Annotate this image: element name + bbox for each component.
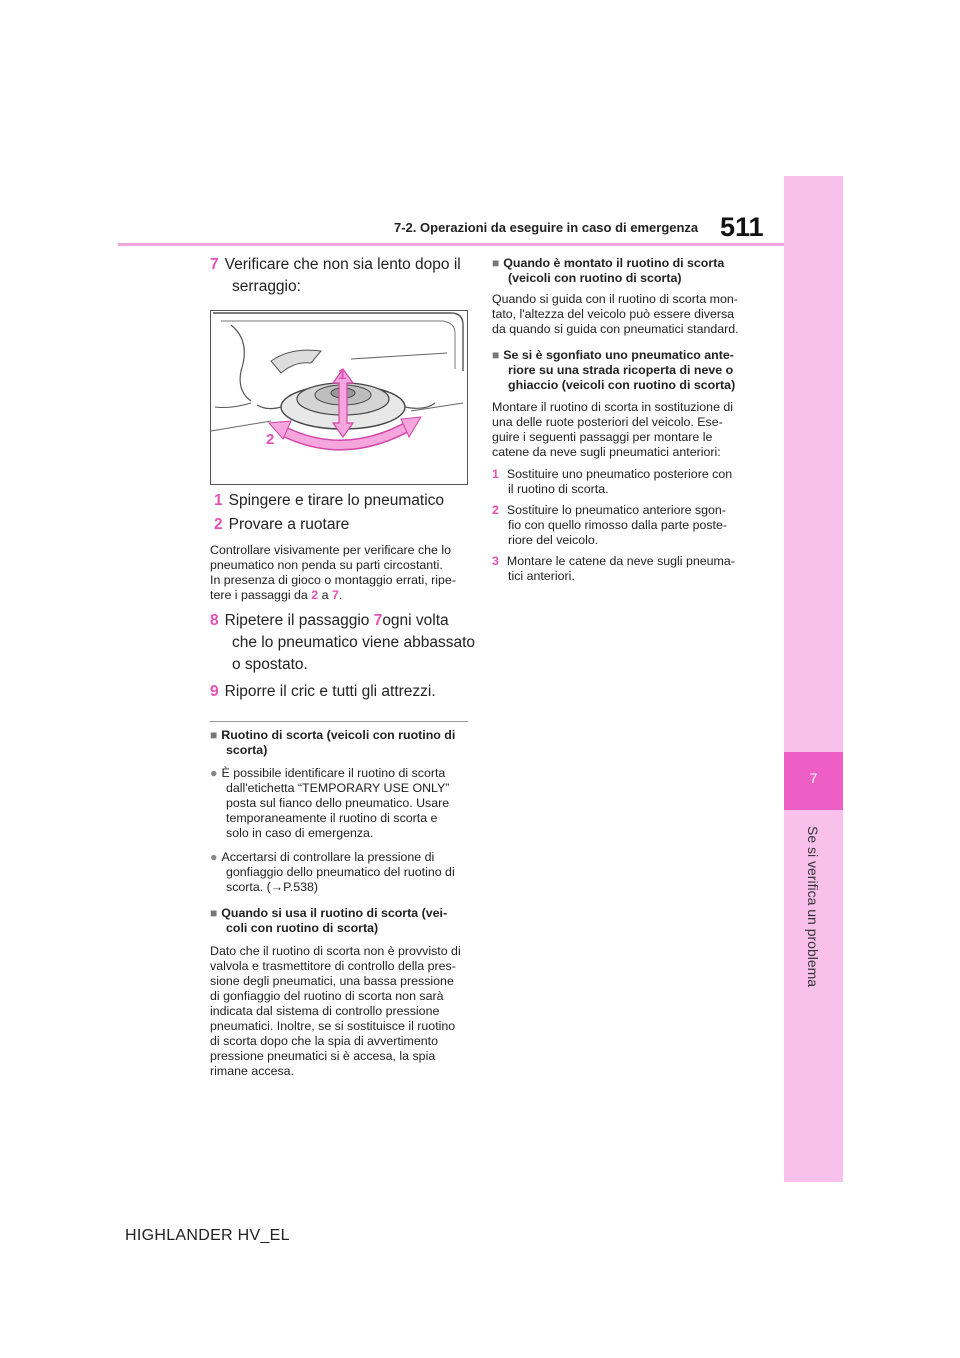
sec3-title-line1 <box>492 256 724 271</box>
sec3-title-text1: Quando è montato il ruotino di scorta <box>503 256 725 270</box>
step-8-ref: 7 <box>373 612 383 629</box>
sec3-body-3: da quando si guida con pneumatici standard. <box>492 322 739 336</box>
note-line-4-b: a <box>318 588 332 602</box>
header-rule <box>118 243 784 246</box>
sec2-body-2: valvola e trasmettitore di controllo della pres- <box>210 959 456 973</box>
sec4-step-1 <box>492 467 732 482</box>
note-line-2: pneumatico non penda su parti circostanti. <box>210 558 443 572</box>
sec4-step-2-l1: Sostituire lo pneumatico anteriore sgon- <box>506 503 726 517</box>
sec4-title-text1: Se si è sgonfiato uno pneumatico ante- <box>503 348 734 362</box>
sec2-body-1: Dato che il ruotino di scorta non è provvisto di <box>210 944 461 958</box>
chapter-number: 7 <box>809 770 818 786</box>
step-8 <box>210 610 449 632</box>
sec4-step-2-l2: fio con quello rimosso dalla parte poste- <box>508 518 728 532</box>
square-bullet-icon: ■ <box>210 728 218 742</box>
spare-tire-illustration <box>211 311 467 484</box>
sec1-b1-l1: È possibile identificare il ruotino di scorta <box>221 766 446 780</box>
sec2-title-text1: Quando si usa il ruotino di scorta (vei- <box>221 906 448 920</box>
note-line-4-c: . <box>338 588 343 602</box>
sec2-body-5: indicata dal sistema di controllo pressione <box>210 1004 440 1018</box>
step-7 <box>210 254 461 276</box>
chapter-title-vertical <box>801 818 825 988</box>
step-7-number: 7 <box>210 256 219 273</box>
chapter-title: Se si verifica un problema <box>805 826 821 988</box>
circle-bullet-icon: ● <box>210 766 218 780</box>
note-ref-7: 7 <box>331 588 339 602</box>
note-line-1: Controllare visivamente per verificare che lo <box>210 543 452 557</box>
step-8-line1-a: Ripetere il passaggio <box>224 612 374 629</box>
chapter-tab <box>784 752 843 810</box>
sec1-bullet1-line1 <box>210 766 445 781</box>
sec4-body-1: Montare il ruotino di scorta in sostituzione di <box>492 400 734 414</box>
sec2-title-line1 <box>210 906 447 921</box>
footer-model: HIGHLANDER HV_EL <box>125 1227 290 1244</box>
substep-1-number: 1 <box>214 492 223 509</box>
sec4-body-2: una delle ruote posteriori del veicolo. Ese- <box>492 415 723 429</box>
figure-label-2: 2 <box>266 431 275 448</box>
substep-2 <box>214 514 349 536</box>
step-8-number: 8 <box>210 612 219 629</box>
step-8-line1-b: ogni volta <box>382 612 449 629</box>
step-9 <box>210 681 436 703</box>
figure-label-1: 1 <box>338 366 347 383</box>
sec4-step-3 <box>492 554 735 569</box>
sec1-title-line1 <box>210 728 455 743</box>
sec3-body-2: tato, l'altezza del veicolo può essere diversa <box>492 307 735 321</box>
spare-tire-figure <box>210 310 468 485</box>
chapter-side-strip <box>784 176 843 1182</box>
sec4-step-2 <box>492 503 726 518</box>
sec4-step-2-number: 2 <box>492 503 499 517</box>
sec4-step-3-l2: tici anteriori. <box>508 569 575 583</box>
step-7-line1: Verificare che non sia lento dopo il <box>224 256 461 273</box>
sec2-title-line2: coli con ruotino di scorta) <box>226 921 379 935</box>
sec1-bullet2-line1 <box>210 850 434 865</box>
page-number: 511 <box>720 212 764 242</box>
note-line-4 <box>210 588 342 603</box>
sec2-body-8: pressione pneumatici si è accesa, la spia <box>210 1049 436 1063</box>
note-line-3: In presenza di gioco o montaggio errati, ripe- <box>210 573 456 587</box>
step-9-number: 9 <box>210 683 219 700</box>
sec4-body-4: catene da neve sugli pneumatici anteriori: <box>492 445 721 459</box>
sec2-body-4: di gonfiaggio del ruotino di scorta non sarà <box>210 989 444 1003</box>
step-8-line2: che lo pneumatico viene abbassato <box>232 634 475 651</box>
sec1-title-text1: Ruotino di scorta (veicoli con ruotino di <box>221 728 456 742</box>
circle-bullet-icon: ● <box>210 850 218 864</box>
sec4-title-line1 <box>492 348 734 363</box>
step-7-line2: serraggio: <box>232 278 301 295</box>
sec1-b1-l3: posta sul fianco dello pneumatico. Usare <box>226 796 450 810</box>
substep-1 <box>214 490 444 512</box>
square-bullet-icon: ■ <box>492 348 500 362</box>
sec4-step-3-l1: Montare le catene da neve sugli pneuma- <box>506 554 735 568</box>
sec3-body-1: Quando si guida con il ruotino di scorta mon- <box>492 292 738 306</box>
sec1-b1-l5: solo in caso di emergenza. <box>226 826 374 840</box>
note-ref-2: 2 <box>311 588 319 602</box>
step-9-text: Riporre il cric e tutti gli attrezzi. <box>224 683 436 700</box>
section-title: 7-2. Operazioni da eseguire in caso di emergenza <box>394 220 699 235</box>
sec4-step-1-number: 1 <box>492 467 499 481</box>
sec1-b2-l3: scorta. (→P.538) <box>226 880 319 894</box>
sec4-step-3-number: 3 <box>492 554 499 568</box>
sec2-body-6: pneumatici. Inoltre, se si sostituisce il ruotino <box>210 1019 456 1033</box>
substep-2-text: Provare a ruotare <box>228 516 350 533</box>
step-8-line3: o spostato. <box>232 656 308 673</box>
sec4-title-line2: riore su una strada ricoperta di neve o <box>508 363 734 377</box>
sec2-body-9: rimane accesa. <box>210 1064 295 1078</box>
sec1-title-line2: scorta) <box>226 743 268 757</box>
substep-2-number: 2 <box>214 516 223 533</box>
substep-1-text: Spingere e tirare lo pneumatico <box>228 492 445 509</box>
sec4-step-2-l3: riore del veicolo. <box>508 533 599 547</box>
sec4-title-line3: ghiaccio (veicoli con ruotino di scorta) <box>508 378 736 392</box>
square-bullet-icon: ■ <box>210 906 218 920</box>
sec2-body-3: sione degli pneumatici, una bassa pressione <box>210 974 454 988</box>
sec1-b1-l4: temporaneamente il ruotino di scorta e <box>226 811 438 825</box>
sec3-title-line2: (veicoli con ruotino di scorta) <box>508 271 682 285</box>
sec2-body-7: di scorta dopo che la spia di avvertimento <box>210 1034 438 1048</box>
sec4-step-1-l1: Sostituire uno pneumatico posteriore con <box>506 467 733 481</box>
note-line-4-a: tere i passaggi da <box>210 588 312 602</box>
section-divider <box>210 721 468 722</box>
sec1-b2-l1: Accertarsi di controllare la pressione di <box>221 850 435 864</box>
sec4-step-1-l2: il ruotino di scorta. <box>508 482 609 496</box>
square-bullet-icon: ■ <box>492 256 500 270</box>
sec1-b1-l2: dall'etichetta “TEMPORARY USE ONLY” <box>226 781 450 795</box>
sec4-body-3: guire i seguenti passaggi per montare le <box>492 430 713 444</box>
sec1-b2-l2: gonfiaggio dello pneumatico del ruotino di <box>226 865 455 879</box>
